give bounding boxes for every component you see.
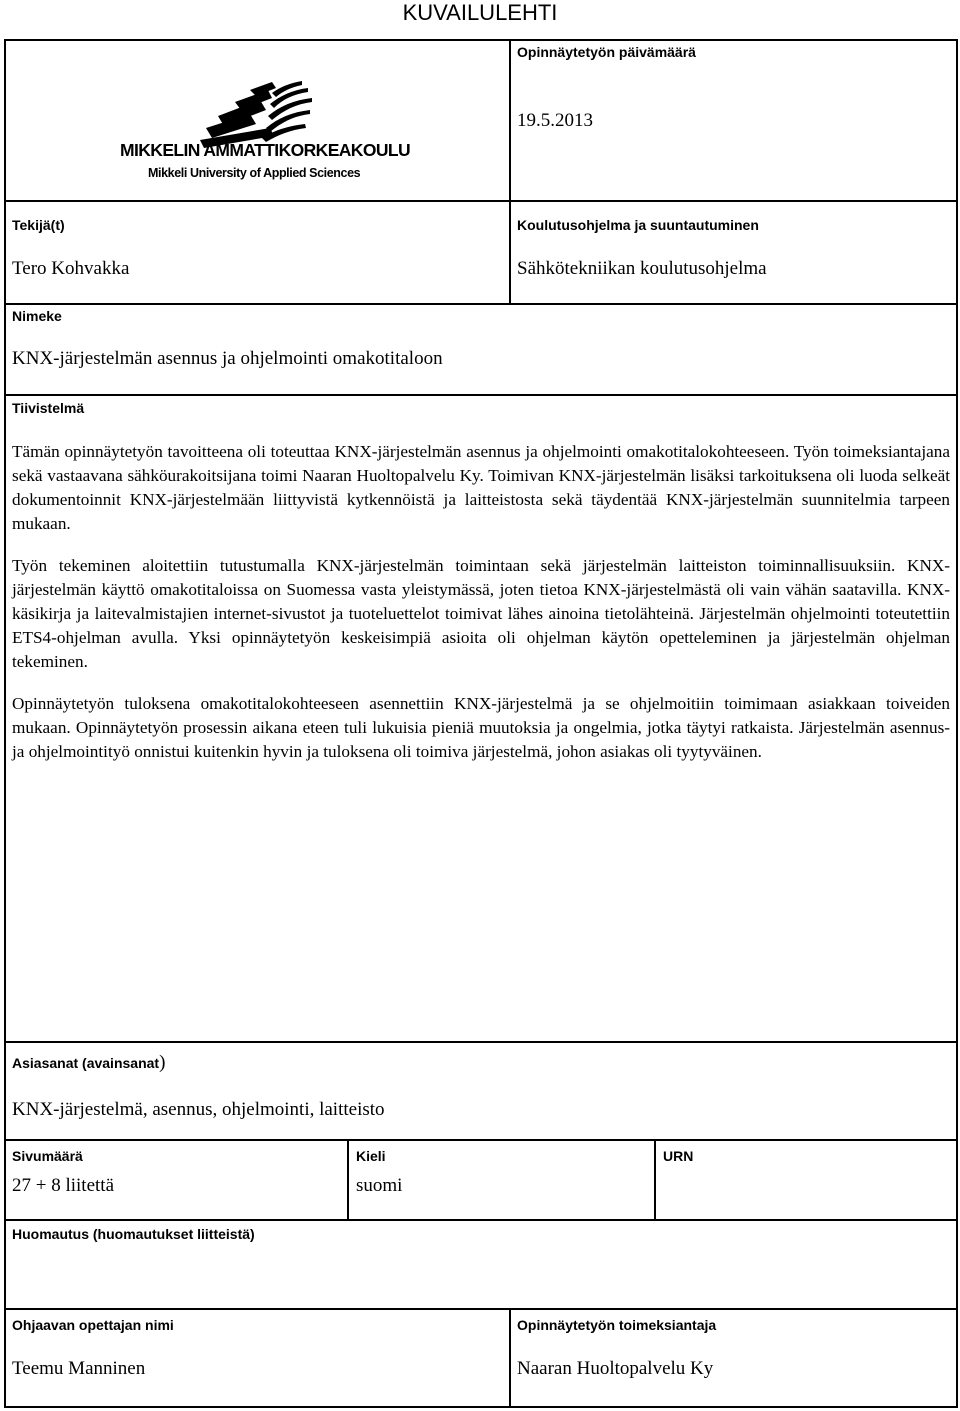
programme-label: Koulutusohjelma ja suuntautuminen (517, 217, 759, 233)
date-label: Opinnäytetyön päivämäärä (517, 44, 696, 60)
frame-right (956, 39, 958, 1408)
row-sep-4 (4, 1041, 958, 1043)
language-label: Kieli (356, 1148, 386, 1164)
keywords-label-text: Asiasanat (avainsanat (12, 1055, 160, 1071)
keywords-label (12, 1052, 165, 1074)
row-sep-6 (4, 1219, 958, 1221)
logo-name: MIKKELIN AMMATTIKORKEAKOULU (120, 140, 411, 160)
page-title: KUVAILULEHTI (402, 0, 558, 25)
frame-left (4, 39, 6, 1408)
title-label: Nimeke (12, 308, 62, 324)
row-sep-7 (4, 1308, 958, 1310)
school-logo (110, 78, 411, 188)
supervisor-value: Teemu Manninen (12, 1358, 146, 1379)
abstract-paragraph-1: Tämän opinnäytetyön tavoitteena oli toteuttaa KNX-järjestelmän asennus ja ohjelmointi omakotitalokohteeseen. Työn toimeksiantajana sekä vastaavana sähköurakoitsijana toimi Naaran Huoltopalvelu Ky. Toimivan KNX-järjestelmän lisäksi tarkoituksena oli luoda selkeät dokumentoinnit KNX-järjestelmään liittyvistä kytkennöistä ja laitteistosta sekä täydentää KNX-järjestelmän suunnitelmia tarpeen mukaan. (12, 442, 950, 533)
logo-subtitle: Mikkeli University of Applied Sciences (148, 166, 361, 180)
supervisor-label: Ohjaavan opettajan nimi (12, 1317, 174, 1333)
abstract-label: Tiivistelmä (12, 400, 85, 416)
pages-value: 27 + 8 liitettä (12, 1175, 115, 1196)
row-sep-1 (4, 200, 958, 202)
row-sep-3 (4, 394, 958, 396)
logo-emblem-icon (110, 78, 370, 148)
commissioner-value: Naaran Huoltopalvelu Ky (517, 1358, 714, 1379)
author-label: Tekijä(t) (12, 217, 65, 233)
abstract-paragraph-3: Opinnäytetyön tuloksena omakotitalokohteeseen asennettiin KNX-järjestelmä ja se ohjelmoitiin toimimaan asiakkaan toiveiden mukaan. Opinnäytetyön prosessin aikana eteen tuli lukuisia pieniä muutoksia ja ongelmia, jotka täytyi ratkaista. Järjestelmän asennus- ja ohjelmointityö onnistui kuitenkin hyvin ja tuloksena oli toimiva järjestelmä, johon asiakas oli tyytyväinen. (12, 694, 950, 761)
date-value: 19.5.2013 (517, 110, 593, 131)
pages-label: Sivumäärä (12, 1148, 83, 1164)
keywords-label-paren: ) (159, 1052, 166, 1073)
divider-bottom (509, 1308, 511, 1408)
keywords-value: KNX-järjestelmä, asennus, ohjelmointi, laitteisto (12, 1099, 385, 1120)
author-value: Tero Kohvakka (12, 258, 130, 279)
divider-meta-2 (654, 1139, 656, 1221)
frame-bottom (4, 1406, 958, 1408)
divider-top (509, 39, 511, 305)
frame-top (4, 39, 958, 41)
title-value: KNX-järjestelmän asennus ja ohjelmointi omakotitaloon (12, 348, 443, 369)
divider-meta-1 (347, 1139, 349, 1221)
language-value: suomi (356, 1175, 403, 1196)
notes-label: Huomautus (huomautukset liitteistä) (12, 1226, 255, 1242)
commissioner-label: Opinnäytetyön toimeksiantaja (517, 1317, 717, 1333)
urn-label: URN (663, 1148, 694, 1164)
row-sep-5 (4, 1139, 958, 1141)
abstract-paragraph-2: Työn tekeminen aloitettiin tutustumalla KNX-järjestelmän toimintaan sekä järjestelmän laitteiston toiminnallisuuksiin. KNX-järjestelmän käyttö omakotitaloissa on Suomessa vasta yleistymässä, joten tietoa KNX-järjestelmästä oli vain vähän saatavilla. KNX-käsikirja ja laitevalmistajien internet-sivustot ja tuoteluettelot toimivat lähes ainoina tietolähteinä. Järjestelmän ohjelmointi toteutettiin ETS4-ohjelman avulla. Yksi opinnäytetyön keskeisimpiä asioita oli ohjelman käytön opetteleminen ja järjestelmän ohjelman tekeminen. (12, 556, 950, 671)
abstract-body (12, 440, 950, 764)
row-sep-2 (4, 303, 958, 305)
programme-value: Sähkötekniikan koulutusohjelma (517, 258, 767, 279)
